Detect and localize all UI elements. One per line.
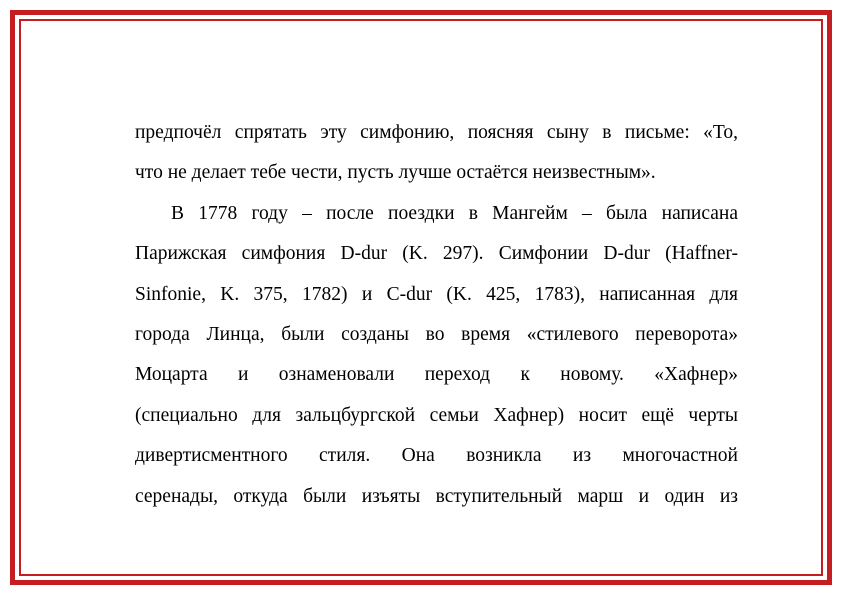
text-line-paragraph-start: В 1778 году – после поездки в Мангейм – была написана [171, 202, 738, 224]
text-line: дивертисментного стиля. Она возникла из многочастной [135, 445, 738, 467]
text-line: города Линца, были созданы во время «стилевого переворота» [135, 323, 738, 345]
text-line: что не делает тебе чести, пусть лучше остаётся неизвестным». [135, 162, 656, 184]
text-line: серенады, откуда были изъяты вступительный марш и один из [135, 485, 738, 507]
document-body [135, 113, 738, 517]
text-line: Парижская симфония D-dur (K. 297). Симфонии D-dur (Haffner- [135, 243, 738, 265]
text-line: предпочёл спрятать эту симфонию, поясняя сыну в письме: «То, [135, 122, 738, 143]
text-line: Sinfonie, K. 375, 1782) и C-dur (K. 425, 1783), написанная для [135, 283, 738, 305]
text-line: (специально для зальцбургской семьи Хафнер) носит ещё черты [135, 404, 738, 426]
text-line: Моцарта и ознаменовали переход к новому. «Хафнер» [135, 364, 738, 386]
